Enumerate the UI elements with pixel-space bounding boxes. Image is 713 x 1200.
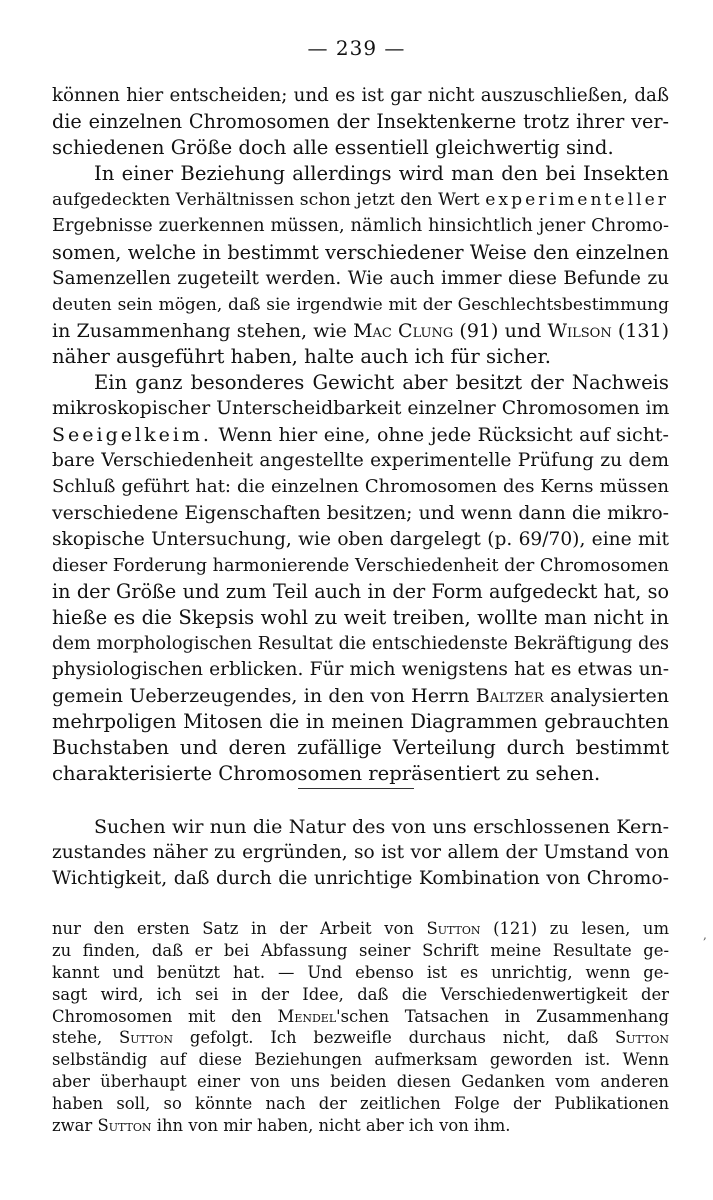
text-run: aufgedeckten Verhältnissen schon jetzt den Wert (52, 190, 480, 211)
footnote-line: sagt wird, ich sei in der Idee, daß die Verschiedenwertigkeit der (52, 984, 669, 1004)
text-line: somen, welche in bestimmt verschiedener Weise den einzelnen (52, 240, 669, 264)
text-line: verschiedene Eigenschaften besitzen; und wenn dann die mikro- (52, 502, 669, 524)
text-line: Ergebnisse zuerkennen müssen, nämlich hinsichtlich jener Chromo- (52, 215, 669, 237)
text-line: skopische Untersuchung, wie oben dargelegt (p. 69/70), eine mit (52, 528, 669, 550)
text-run: Chromosomen mit den (52, 1006, 262, 1026)
footnote-line (52, 1006, 669, 1028)
text-line: schiedenen Größe doch alle essentiell gleichwertig sind. (52, 136, 614, 160)
text-line: können hier entscheiden; und es ist gar nicht auszuschließen, daß (52, 85, 669, 106)
author-name: Sutton (97, 1116, 152, 1136)
text-line: bare Verschiedenheit angestellte experimentelle Prüfung zu dem (52, 450, 669, 472)
text-line: dem morphologischen Resultat die entschiedenste Bekräftigung des (52, 632, 669, 654)
paragraph-1 (52, 83, 669, 161)
text-run: ihn von mir haben, nicht aber ich von ihm. (156, 1116, 511, 1136)
author-name: Mendel (277, 1006, 337, 1026)
author-name: Sutton (119, 1028, 174, 1048)
paragraph-3 (52, 370, 669, 788)
spaced-emphasis: Seeigelkeim. (52, 424, 212, 447)
text-line: dieser Forderung harmonierende Verschiedenheit der Chromosomen (52, 555, 669, 576)
text-line: Ein ganz besonderes Gewicht aber besitzt der Nachweis (94, 371, 669, 395)
text-run: stehe, (52, 1028, 103, 1048)
paragraph-4 (52, 814, 669, 892)
text-run: in Zusammenhang stehen, wie (52, 319, 347, 342)
footnote-line: aber überhaupt einer von uns beiden diesen Gedanken vom anderen (52, 1072, 669, 1092)
text-run: nur den ersten Satz in der Arbeit von (52, 919, 414, 938)
author-name: Mac Clung (353, 319, 454, 342)
text-run: Wenn hier eine, ohne jede Rücksicht auf sicht- (218, 424, 669, 447)
footnote-line (52, 918, 669, 940)
footnote-line (52, 1027, 669, 1049)
text-line: die einzelnen Chromosomen der Insektenkerne trotz ihrer ver- (52, 110, 669, 134)
paragraph-2 (52, 161, 669, 370)
text-line: mehrpoligen Mitosen die in meinen Diagrammen gebrauchten (52, 710, 669, 734)
text-line: in der Größe und zum Teil auch in der Form aufgedeckt hat, so (52, 579, 669, 603)
footnote-line: zu finden, daß er bei Abfassung seiner Schrift meine Resultate ge- (52, 940, 669, 960)
text-line: charakterisierte Chromosomen repräsentiert zu sehen. (52, 762, 601, 786)
text-line: Wichtigkeit, daß durch die unrichtige Kombination von Chromo- (52, 868, 669, 890)
text-run: analysierten (550, 685, 669, 708)
author-name: Baltzer (475, 685, 544, 708)
text-line: Buchstaben und deren zufällige Verteilung durch bestimmt (52, 736, 669, 760)
author-name: Wilson (547, 319, 612, 342)
author-name: Sutton (614, 1028, 669, 1048)
text-line: In einer Beziehung allerdings wird man den bei Insekten (94, 162, 669, 186)
margin-mark: , (703, 928, 707, 942)
footnote-line (52, 1115, 669, 1137)
footnote-line: haben soll, so könnte nach der zeitlichen Folge der Publikationen (52, 1094, 669, 1114)
footnote (52, 918, 669, 1137)
text-line (52, 422, 669, 448)
text-run: (131) (617, 319, 670, 342)
text-line: Samenzellen zugeteilt werden. Wie auch immer diese Befunde zu (52, 267, 669, 289)
page-number: — 239 — (307, 36, 406, 60)
spaced-emphasis: experimenteller (485, 190, 669, 211)
text-line: mikroskopischer Unterscheidbarkeit einzelner Chromosomen im (52, 398, 670, 420)
text-line: näher ausgeführt haben, halte auch ich für sicher. (52, 344, 551, 368)
author-name: Sutton (426, 919, 481, 938)
text-line: Schluß geführt hat: die einzelnen Chromosomen des Kerns müssen (52, 476, 669, 498)
text-line (52, 683, 669, 709)
text-line: Suchen wir nun die Natur des von uns erschlossenen Kern- (94, 816, 669, 838)
text-run: (121) zu lesen, um (493, 919, 669, 938)
text-run: gemein Ueberzeugendes, in den von Herrn (52, 685, 470, 708)
text-run: gefolgt. Ich bezweifle durchaus nicht, daß (189, 1028, 599, 1048)
footnote-line: selbständig auf diese Beziehungen aufmerksam geworden ist. Wenn (52, 1050, 669, 1070)
text-line: physiologischen erblicken. Für mich wenigstens hat es etwas un- (52, 659, 669, 681)
text-run: 'schen Tatsachen in Zusammenhang (336, 1006, 669, 1026)
text-run: (91) und (459, 319, 542, 342)
text-line: hieße es die Skepsis wohl zu weit treiben, wollte man nicht in (52, 605, 669, 629)
main-text (52, 83, 669, 788)
text-line: deuten sein mögen, daß sie irgendwie mit der Geschlechtsbestimmung (52, 294, 669, 315)
text-line (52, 318, 669, 344)
section-divider (298, 788, 414, 789)
text-line: zustandes näher zu ergründen, so ist vor allem der Umstand von (52, 842, 669, 864)
text-run: zwar (52, 1116, 93, 1136)
footnote-line: kannt und benützt hat. — Und ebenso ist es unrichtig, wenn ge- (52, 962, 669, 982)
text-line (52, 187, 669, 213)
